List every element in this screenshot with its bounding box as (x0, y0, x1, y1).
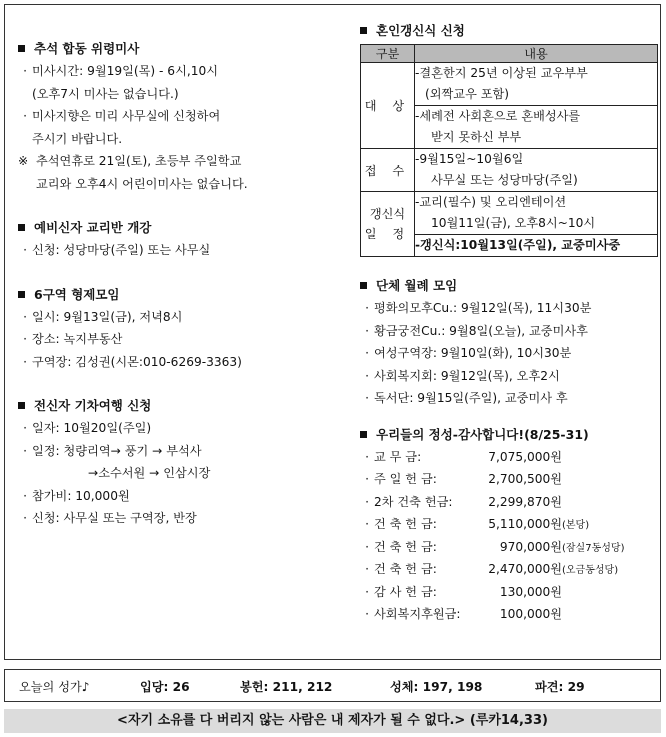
train-fee: 참가비: 10,000원 (32, 488, 130, 503)
train-route-cont: →소수서원 → 인삼시장 (88, 466, 211, 480)
chuseok-title: 추석 합동 위령미사 (18, 38, 353, 60)
groups-section (360, 275, 658, 410)
square-bullet-icon (18, 291, 25, 298)
dot-icon: · (23, 488, 27, 503)
chuseok-section (18, 38, 353, 195)
square-bullet-icon (18, 45, 25, 52)
reception-label: 접 수 (361, 149, 415, 192)
train-section (18, 395, 353, 530)
table-row (361, 149, 658, 192)
dot-icon: · (23, 511, 27, 525)
dot-icon: · (365, 562, 369, 576)
dismissal-hymn: 파견: 29 (535, 680, 585, 694)
dot-icon: · (365, 323, 369, 338)
list-item: · 황금궁전Cu.: 9월8일(오늘), 교중미사후 (360, 320, 658, 343)
catechumen-section (18, 217, 353, 262)
train-title: 전신자 기차여행 신청 (18, 395, 353, 417)
dot-icon: · (365, 449, 369, 464)
district6-title: 6구역 형제모임 (18, 284, 353, 306)
list-item: · 여성구역장: 9월10일(화), 10시30분 (360, 342, 658, 365)
col-category-header: 구분 (361, 45, 415, 63)
reference-mark-icon: ※ (18, 154, 29, 168)
dot-icon: · (23, 443, 27, 458)
district6-place: 장소: 녹지부동산 (32, 332, 123, 346)
donations-title: 우리들의 정성-감사합니다!(8/25-31) (360, 424, 658, 446)
district6-section (18, 284, 353, 374)
chuseok-holiday: 추석연휴로 21일(토), 초등부 주일학교 (36, 154, 242, 168)
schedule-line-2: 10월11일(금), 오후8시~10시 (431, 216, 596, 230)
district6-leader: 구역장: 김성권(시몬:010-6269-3363) (32, 354, 242, 369)
square-bullet-icon (18, 224, 25, 231)
dot-icon: · (365, 301, 369, 315)
table-header-row (361, 45, 658, 63)
target-label: 대 상 (361, 63, 415, 149)
train-date: 일자: 10월20일(주일) (32, 421, 152, 435)
list-item: · 사회복지회: 9월12일(목), 오후2시 (360, 365, 658, 388)
left-column (18, 38, 353, 552)
donation-row: · 2차 건축 헌금: 2,299,870원 (360, 491, 658, 514)
dot-icon: · (365, 607, 369, 621)
chuseok-intention: 미사지향은 미리 사무실에 신청하여 (32, 109, 221, 123)
donation-row: · 사회복지후원금: 100,000원 (360, 603, 658, 626)
dot-icon: · (365, 539, 369, 554)
square-bullet-icon (360, 431, 367, 438)
groups-title: 단체 월례 모임 (360, 275, 658, 297)
right-column (360, 20, 658, 648)
reception-line-2: 사무실 또는 성당마당(주일) (431, 173, 578, 187)
schedule-line-3: -갱신식:10월13일(주일), 교중미사중 (415, 234, 657, 256)
donations-section (360, 424, 658, 626)
wedding-table (360, 44, 658, 257)
donation-row: · 주 일 헌 금: 2,700,500원 (360, 468, 658, 491)
list-item: · 독서단: 9월15일(주일), 교중미사 후 (360, 387, 658, 410)
dot-icon: · (365, 346, 369, 360)
train-route: 일정: 청량리역→ 풍기 → 부석사 (32, 443, 202, 458)
train-apply: 신청: 사무실 또는 구역장, 반장 (32, 511, 197, 525)
schedule-line-1: -교리(필수) 및 오리엔테이션 (415, 195, 567, 209)
schedule-label-1: 갱신식 (369, 207, 406, 221)
song-label: 오늘의 성가♪ (19, 680, 90, 694)
wedding-section (360, 20, 658, 257)
square-bullet-icon (18, 402, 25, 409)
catechumen-title: 예비신자 교리반 개강 (18, 217, 353, 239)
communion-hymn: 성체: 197, 198 (390, 680, 483, 694)
dot-icon: · (365, 368, 369, 383)
dot-icon: · (23, 309, 27, 324)
dot-icon: · (365, 494, 369, 509)
list-item: · 평화의모후Cu.: 9월12일(목), 11시30분 (360, 297, 658, 320)
catechumen-apply: 신청: 성당마당(주일) 또는 사무실 (32, 243, 211, 257)
dot-icon: · (23, 243, 27, 257)
dot-icon: · (365, 584, 369, 599)
reception-line-1: -9월15일~10월6일 (415, 152, 524, 166)
chuseok-time: 미사시간: 9월19일(목) - 6시,10시 (32, 64, 218, 78)
table-row (361, 63, 658, 106)
hymn-info-bar (4, 669, 661, 702)
chuseok-holiday-cont: 교리와 오후4시 어린이미사는 없습니다. (36, 176, 248, 191)
district6-date: 일시: 9월13일(금), 저녁8시 (32, 309, 183, 324)
col-content-header: 내용 (415, 45, 658, 63)
wedding-title: 혼인갱신식 신청 (360, 20, 658, 42)
offertory-hymn: 봉헌: 211, 212 (240, 680, 333, 694)
donation-row: · 교 무 금: 7,075,000원 (360, 446, 658, 469)
target-line-3: -세례전 사회혼으로 혼배성사를 (415, 109, 581, 123)
square-bullet-icon (360, 282, 367, 289)
dot-icon: · (365, 391, 369, 405)
table-row (361, 192, 658, 257)
dot-icon: · (365, 472, 369, 486)
donation-row: · 건 축 헌 금: 970,000원(잠실7동성당) (360, 536, 658, 559)
dot-icon: · (23, 109, 27, 123)
donation-row: · 건 축 헌 금: 5,110,000원(본당) (360, 513, 658, 536)
bible-verse: <자기 소유를 다 버리지 않는 사람은 내 제자가 될 수 없다.> (루카14,33) (4, 709, 661, 733)
dot-icon: · (365, 517, 369, 531)
chuseok-time-note: (오후7시 미사는 없습니다.) (32, 86, 179, 101)
target-line-2: (외짝교우 포함) (425, 87, 510, 101)
dot-icon: · (23, 332, 27, 346)
dot-icon: · (23, 354, 27, 369)
chuseok-intention-cont: 주시기 바랍니다. (32, 131, 123, 146)
schedule-label-2: 일 정 (364, 227, 411, 241)
dot-icon: · (23, 421, 27, 435)
donation-row: · 감 사 헌 금: 130,000원 (360, 581, 658, 604)
donation-row: · 건 축 헌 금: 2,470,000원(오금동성당) (360, 558, 658, 581)
target-line-1: -결혼한지 25년 이상된 교우부부 (415, 66, 588, 80)
square-bullet-icon (360, 27, 367, 34)
entrance-hymn: 입당: 26 (140, 680, 190, 694)
target-line-4: 받지 못하신 부부 (431, 130, 522, 144)
dot-icon: · (23, 64, 27, 78)
